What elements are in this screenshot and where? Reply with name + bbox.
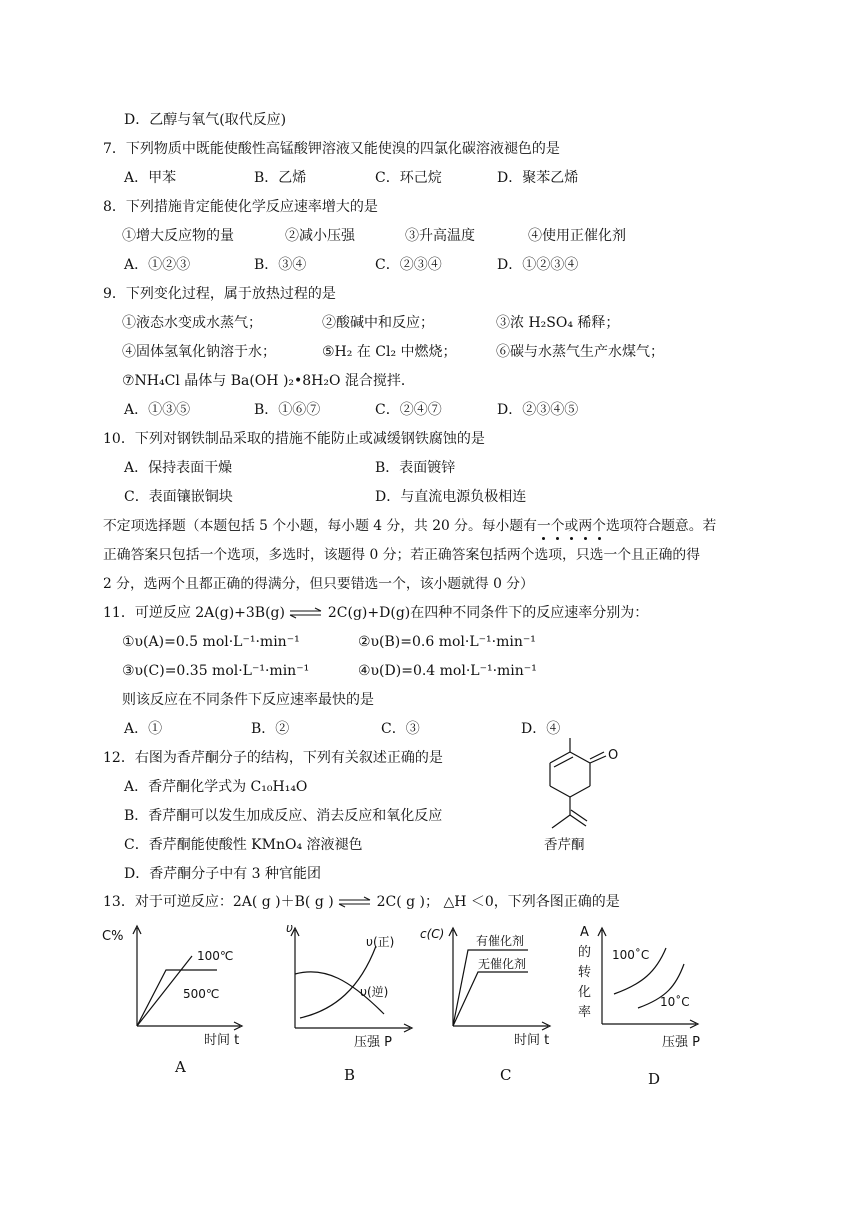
graph-b-caption: B	[344, 1066, 356, 1084]
graph-a-ylabel: C%	[102, 929, 124, 944]
q9-option-b: B．①⑥⑦	[254, 402, 321, 418]
emphasis-char: 个	[550, 518, 565, 534]
q10-option-a: A．保持表面干燥	[124, 460, 233, 476]
carbonyl-bond	[590, 756, 606, 763]
q9-option-c: C．②④⑦	[375, 402, 442, 418]
q10-option-d: D．与直流电源负极相连	[375, 489, 527, 505]
equilibrium-arrow-icon	[289, 607, 323, 619]
q12-stem: 12．右图为香芹酮分子的结构，下列有关叙述正确的是	[103, 750, 443, 766]
graph-d	[572, 924, 722, 1054]
q8-item-2: ②减小压强	[285, 228, 355, 244]
graph-d-ylabel-4: 化	[578, 985, 592, 1000]
q8-item-4: ④使用正催化剂	[528, 228, 626, 244]
carvone-structure-diagram	[530, 738, 640, 838]
section-header-line-3: 2 分，选两个且都正确的得满分，但只要错选一个，该小题就得 0 分）	[103, 576, 534, 592]
graph-b	[280, 918, 420, 1048]
q8-option-d: D．①②③④	[497, 257, 579, 273]
q11-stem-b: 2C(g)+D(g)在四种不同条件下的反应速率分别为：	[327, 605, 649, 621]
section-text-a: 不定项选择题（本题包括 5 个小题，每小题 4 分，共 20 分。每小题有	[103, 518, 537, 534]
graph-b-curve-forward	[300, 946, 376, 1018]
q9-stem: 9．下列变化过程，属于放热过程的是	[103, 286, 336, 302]
q11-rate-2: ②υ(B)=0.6 mol·L⁻¹·min⁻¹	[358, 634, 536, 650]
q10-option-b: B．表面镀锌	[375, 460, 456, 476]
section-emphasis	[537, 518, 606, 534]
q8-option-a: A．①②③	[124, 257, 191, 273]
graph-b-ylabel: υ	[286, 921, 293, 935]
graph-d-ylabel-5: 率	[578, 1005, 592, 1020]
q10-option-c: C．表面镶嵌铜块	[124, 489, 233, 505]
graph-c-xlabel: 时间 t	[514, 1033, 550, 1048]
q9-item-6: ⑥碳与水蒸气生产水煤气；	[496, 344, 664, 360]
q8-item-1: ①增大反应物的量	[122, 228, 234, 244]
graph-b-xlabel: 压强 P	[354, 1035, 392, 1048]
q12-option-a: A．香芹酮化学式为 C₁₀H₁₄O	[124, 779, 308, 795]
q9-item-4: ④固体氢氧化钠溶于水；	[122, 344, 276, 360]
q7-option-b: B．乙烯	[254, 170, 307, 186]
q11-option-c: C．③	[381, 721, 420, 737]
q6-option-d: D．乙醇与氧气(取代反应)	[124, 112, 287, 128]
graph-d-ylabel-2: 的	[578, 945, 592, 960]
graph-c-series-1: 有催化剂	[476, 934, 525, 948]
q11-rate-1: ①υ(A)=0.5 mol·L⁻¹·min⁻¹	[122, 634, 300, 650]
q9-item-2: ②酸碱中和反应；	[322, 315, 434, 331]
graph-a-series-2: 500℃	[183, 987, 220, 1001]
oxygen-atom-label: O	[608, 748, 619, 763]
q9-item-7: ⑦NH₄Cl 晶体与 Ba(OH )₂•8H₂O 混合搅拌．	[122, 373, 415, 389]
graph-a-series-1: 100℃	[197, 949, 234, 963]
q11-rate-3: ③υ(C)=0.35 mol·L⁻¹·min⁻¹	[122, 663, 310, 679]
graph-d-ylabel-3: 转	[578, 965, 592, 980]
q11-stem-a: 11．可逆反应 2A(g)+3B(g)	[103, 605, 285, 621]
section-text-b: 选项符合题意。若	[605, 518, 717, 534]
graph-a-xlabel: 时间 t	[204, 1033, 240, 1047]
q11-rate-4: ④υ(D)=0.4 mol·L⁻¹·min⁻¹	[358, 663, 537, 679]
graph-d-series-1: 100˚C	[612, 948, 650, 962]
q8-stem: 8．下列措施肯定能使化学反应速率增大的是	[103, 199, 378, 215]
q8-option-b: B．③④	[254, 257, 307, 273]
graph-c	[418, 920, 558, 1050]
graph-d-series-2: 10˚C	[660, 995, 690, 1009]
carvone-label: 香芹酮	[544, 837, 585, 853]
q7-option-a: A．甲苯	[124, 170, 177, 186]
q9-option-d: D．②③④⑤	[497, 402, 579, 418]
emphasis-char: 一	[536, 518, 551, 534]
q9-item-3: ③浓 H₂SO₄ 稀释；	[496, 315, 620, 331]
q11-ask: 则该反应在不同条件下反应速率最快的是	[122, 692, 374, 708]
q13-stem	[103, 892, 620, 912]
emphasis-char: 或	[564, 518, 579, 534]
q8-item-3: ③升高温度	[405, 228, 475, 244]
q11-option-b: B．②	[251, 721, 290, 737]
q8-option-c: C．②③④	[375, 257, 442, 273]
q7-option-d: D．聚苯乙烯	[497, 170, 579, 186]
q12-option-c: C．香芹酮能使酸性 KMnO₄ 溶液褪色	[124, 837, 363, 853]
graph-a-caption: A	[175, 1058, 186, 1076]
emphasis-char: 个	[592, 518, 606, 534]
graph-a	[100, 922, 260, 1047]
q10-stem: 10．下列对钢铁制品采取的措施不能防止或减缓钢铁腐蚀的是	[103, 431, 485, 447]
graph-d-xlabel: 压强 P	[662, 1035, 700, 1050]
graph-d-caption: D	[648, 1070, 661, 1088]
q9-item-1: ①液态水变成水蒸气；	[122, 315, 262, 331]
q7-stem: 7．下列物质中既能使酸性高锰酸钾溶液又能使溴的四氯化碳溶液褪色的是	[103, 141, 560, 157]
q13-stem-a: 13．对于可逆反应：2A( g )＋B( g )	[103, 894, 334, 910]
section-header-line-1	[103, 516, 716, 536]
q7-option-c: C．环己烷	[375, 170, 442, 186]
q12-option-b: B．香芹酮可以发生加成反应、消去反应和氧化反应	[124, 808, 443, 824]
graph-b-series-1: υ(正)	[366, 935, 395, 949]
q11-option-d: D．④	[521, 721, 561, 737]
graph-c-caption: C	[500, 1066, 512, 1084]
equilibrium-arrow-icon	[338, 896, 372, 908]
graph-b-series-2: υ(逆)	[360, 985, 389, 999]
graph-d-ylabel-1: A	[580, 925, 589, 940]
graph-c-series-2: 无催化剂	[478, 957, 527, 971]
graph-c-ylabel: c(C)	[420, 927, 445, 941]
section-header-line-2: 正确答案只包括一个选项，多选时，该题得 0 分；若正确答案包括两个选项，只选一个且正确的得	[103, 547, 701, 563]
graph-c-curve-no-catalyst	[453, 972, 528, 1026]
emphasis-char: 两	[578, 518, 593, 534]
q11-option-a: A．①	[124, 721, 163, 737]
q12-option-d: D．香芹酮分子中有 3 种官能团	[124, 866, 322, 882]
q11-stem	[103, 603, 648, 623]
q9-item-5: ⑤H₂ 在 Cl₂ 中燃烧；	[322, 344, 457, 360]
q9-option-a: A．①③⑤	[124, 402, 191, 418]
q13-stem-b: 2C( g )； △H ＜0，下列各图正确的是	[376, 894, 620, 910]
